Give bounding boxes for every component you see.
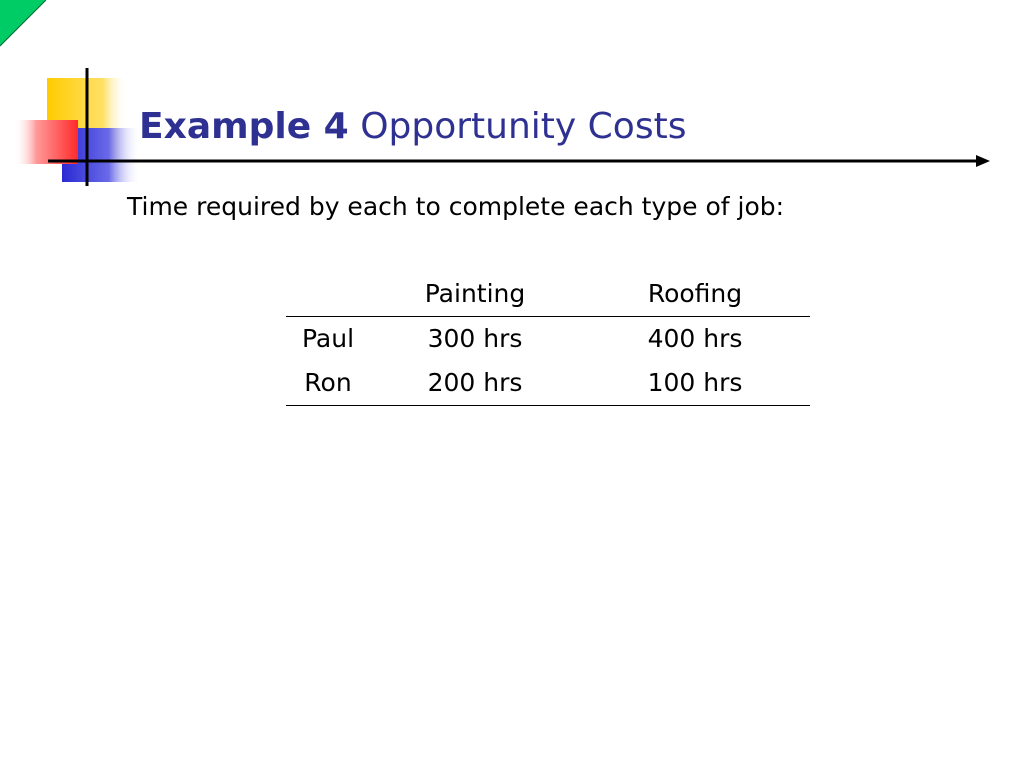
arrow-head-icon (976, 155, 990, 167)
table-cell: Ron (304, 368, 352, 397)
table-row (286, 317, 810, 362)
table-header-cell: Painting (424, 279, 526, 308)
table-cell: 100 hrs (647, 368, 743, 397)
table-cell: 400 hrs (647, 324, 743, 353)
jobs-table (286, 272, 810, 406)
table-cell: 200 hrs (427, 368, 523, 397)
slide-subtitle: Time required by each to complete each type of job: (127, 192, 785, 221)
table-cell: 300 hrs (427, 324, 523, 353)
red-square-shape (14, 120, 78, 164)
table-row (286, 361, 810, 406)
decorative-graphics (0, 0, 1024, 200)
table-header-cell (286, 272, 370, 317)
table-header-row (286, 272, 810, 317)
slide-title-bold: Example 4 (139, 106, 349, 147)
table-cell: Paul (301, 324, 355, 353)
slide-title-rest: Opportunity Costs (360, 106, 687, 147)
table-header-cell: Roofing (647, 279, 743, 308)
slide-title (139, 104, 686, 150)
